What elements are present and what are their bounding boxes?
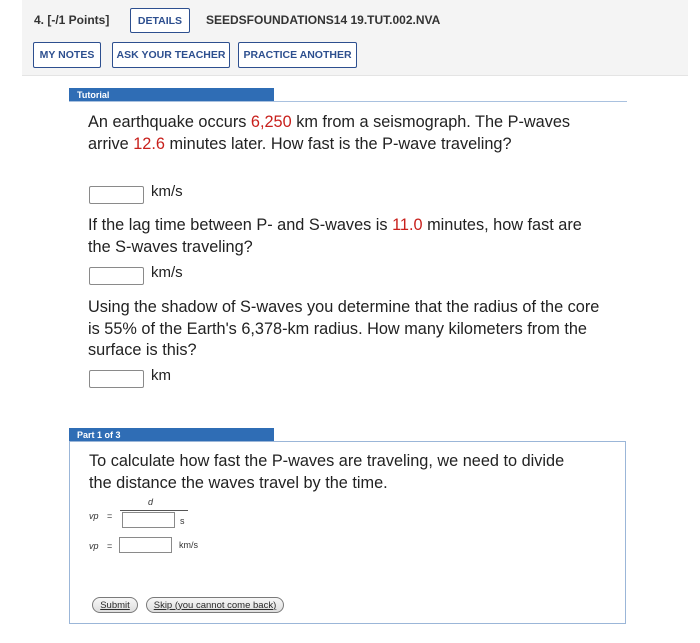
p-wave-unit-label: km/s xyxy=(151,183,183,200)
seconds-unit-label: s xyxy=(180,516,185,526)
practice-another-button[interactable]: PRACTICE ANOTHER xyxy=(238,42,357,68)
fraction-numerator: d xyxy=(148,497,154,507)
q2-text-start: If the lag time between P- and S-waves is xyxy=(88,216,393,234)
part-instruction-text: To calculate how fast the P-waves are traveling, we need to divide the distance the waves travel by the time. xyxy=(89,452,565,492)
q2-lag-value: 11.0 xyxy=(392,216,423,234)
core-depth-unit-label: km xyxy=(151,367,171,384)
ask-your-teacher-button[interactable]: ASK YOUR TEACHER xyxy=(112,42,230,68)
submit-button[interactable]: Submit xyxy=(92,597,138,613)
details-button[interactable]: DETAILS xyxy=(130,8,190,33)
core-depth-input[interactable] xyxy=(89,370,144,388)
my-notes-button[interactable]: MY NOTES xyxy=(33,42,101,68)
p-wave-speed-input[interactable] xyxy=(89,186,144,204)
question-number: 4. [-/1 Points] xyxy=(34,13,110,27)
vp-label: vp xyxy=(89,541,99,551)
vp-result-input[interactable] xyxy=(119,537,172,553)
time-denominator-input[interactable] xyxy=(122,512,175,528)
s-wave-speed-input[interactable] xyxy=(89,267,144,285)
vp-label: vp xyxy=(89,511,99,521)
fraction-line xyxy=(120,510,188,511)
q1-time-value: 12.6 xyxy=(133,134,165,153)
question-code: SEEDSFOUNDATIONS14 19.TUT.002.NVA xyxy=(206,13,441,27)
kms-unit-label: km/s xyxy=(179,540,198,550)
s-wave-unit-label: km/s xyxy=(151,264,183,281)
tutorial-bar: Tutorial xyxy=(69,88,274,102)
part-bar: Part 1 of 3 xyxy=(69,428,274,442)
question-1-text xyxy=(88,112,588,155)
q1-distance-value: 6,250 xyxy=(250,113,292,131)
equals-sign: = xyxy=(107,511,113,521)
q1-text-end: minutes later. How fast is the P-wave traveling? xyxy=(164,134,512,153)
q1-text-start: An earthquake occurs xyxy=(88,113,251,131)
q2-text-end: minutes, how fast are the S-waves traveling? xyxy=(88,216,582,256)
question-2-text xyxy=(88,215,598,258)
q1-text-middle: km from a seismograph. The P-waves arrive xyxy=(88,113,571,153)
tutorial-divider xyxy=(69,101,627,102)
skip-button[interactable]: Skip (you cannot come back) xyxy=(146,597,284,613)
equals-sign: = xyxy=(107,541,113,551)
question-3-text: Using the shadow of S-waves you determine that the radius of the core is 55% of the Earth's 6,378-km radius. How many kilometers from the surface is this? xyxy=(88,298,600,359)
